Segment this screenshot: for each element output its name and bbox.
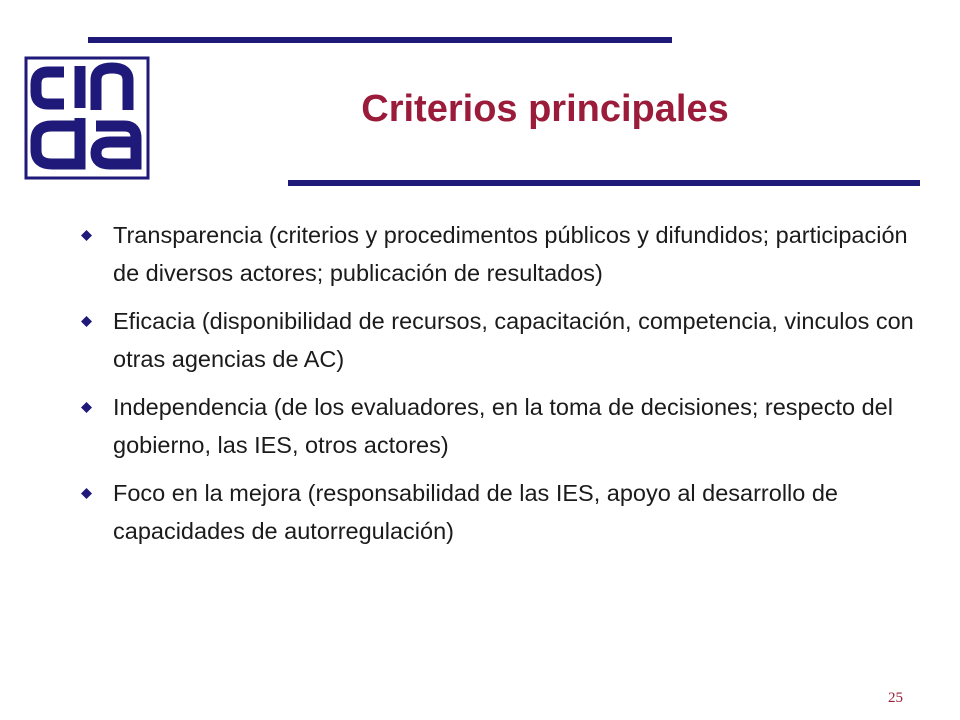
bullet-text: Eficacia (disponibilidad de recursos, capacitación, competencia, vinculos con otras agencias de AC)	[113, 308, 914, 372]
bottom-divider-line	[288, 180, 920, 186]
slide-title: Criterios principales	[361, 88, 729, 130]
diamond-bullet-icon	[81, 402, 92, 413]
bullet-item	[76, 302, 926, 378]
bullet-text: Independencia (de los evaluadores, en la toma de decisiones; respecto del gobierno, las IES, otros actores)	[113, 394, 893, 458]
page-number: 25	[888, 690, 903, 706]
bullet-text: Transparencia (criterios y procedimentos públicos y difundidos; participación de diversos actores; publicación de resultados)	[113, 222, 908, 286]
diamond-bullet-icon	[81, 488, 92, 499]
cinda-logo	[24, 56, 150, 180]
top-divider-line	[88, 37, 672, 43]
bullet-list	[76, 216, 926, 560]
bullet-text: Foco en la mejora (responsabilidad de las IES, apoyo al desarrollo de capacidades de autorregulación)	[113, 480, 839, 544]
bullet-item	[76, 216, 926, 292]
diamond-bullet-icon	[81, 316, 92, 327]
bullet-item	[76, 388, 926, 464]
diamond-bullet-icon	[81, 230, 92, 241]
bullet-item	[76, 474, 926, 550]
